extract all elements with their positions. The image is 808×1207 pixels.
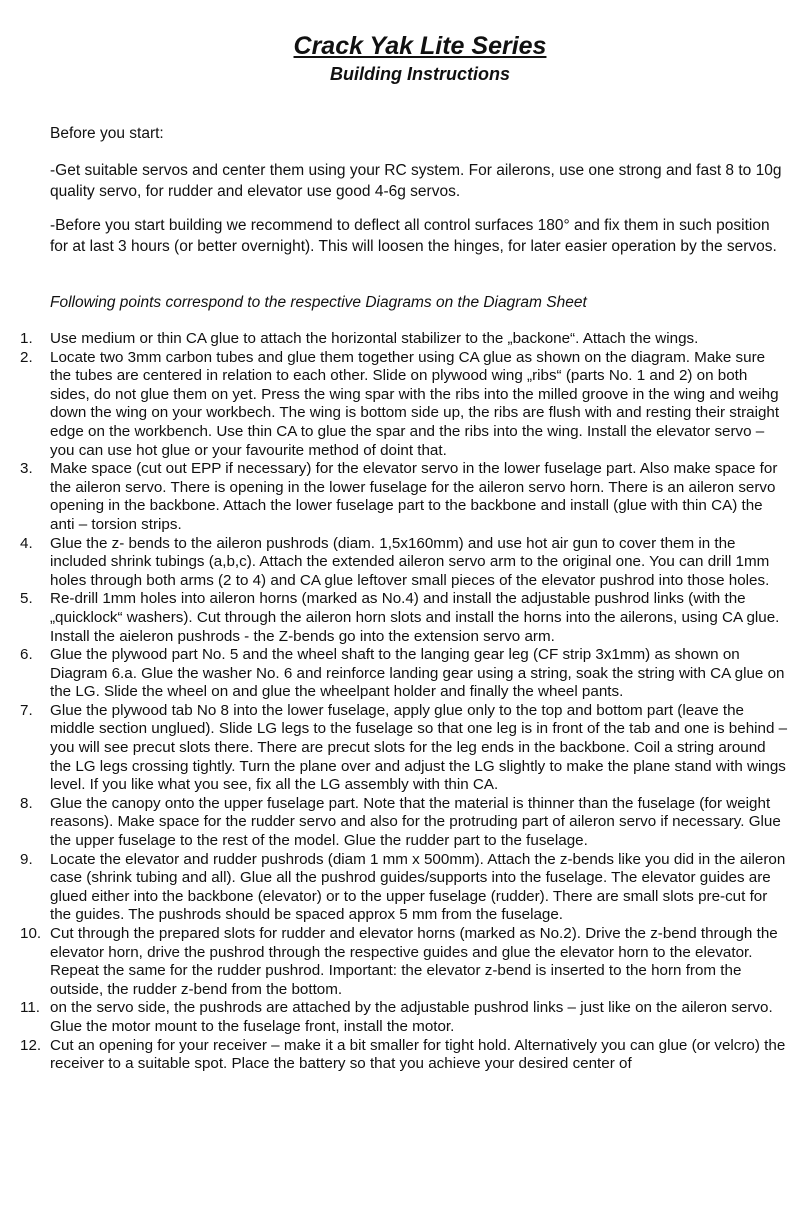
step-text: Re-drill 1mm holes into aileron horns (marked as No.4) and install the adjustable pushrod links (with the „quicklock“ washers). Cut through the aileron horn slots and install the horns into the ailerons, using CA glue. Install the aieleron pushrods - the Z-bends go into the extension servo arm. — [50, 590, 780, 645]
step-text: Cut through the prepared slots for rudder and elevator horns (marked as No.2). Drive the z-bend through the elevator horn, drive the pushrod through the respective guides and glue the elevator horn to the elevator. Repeat the same for the rudder pushrod. Important: the elevator z-bend is inserted to the horn from the outside, the rudder z-bend from the bottom. — [50, 925, 778, 998]
step-number: 3. — [20, 460, 33, 478]
step-number: 5. — [20, 590, 33, 608]
step-item — [0, 702, 790, 795]
step-text: on the servo side, the pushrods are attached by the adjustable pushrod links – just like on the aileron servo. Glue the motor mount to the fuselage front, install the motor. — [50, 999, 773, 1035]
step-number: 10. — [20, 925, 42, 942]
step-item — [0, 999, 790, 1036]
diagram-note-paragraph: Following points correspond to the respective Diagrams on the Diagram Sheet — [50, 294, 587, 311]
step-number: 9. — [20, 850, 33, 868]
step-item — [0, 795, 790, 851]
step-text: Glue the canopy onto the upper fuselage part. Note that the material is thinner than the fuselage (for weight reasons). Make space for the rudder servo and also for the protruding part of aileron servo if necessary. Glue the upper fuselage to the rest of the model. Glue the rudder part to the fuselage. — [50, 794, 781, 850]
step-item — [0, 1037, 790, 1074]
servos-paragraph: -Get suitable servos and center them using your RC system. For ailerons, use one strong and fast 8 to 10g quality servo, for rudder and elevator use good 4-6g servos. — [50, 162, 782, 200]
deflect-paragraph: -Before you start building we recommend to deflect all control surfaces 180° and fix them in such position for at last 3 hours (or better overnight). This will loosen the hinges, for later easier operation by the servos. — [50, 217, 777, 255]
step-item — [0, 460, 790, 534]
step-item — [0, 851, 790, 925]
step-number: 8. — [20, 794, 33, 812]
step-text: Locate two 3mm carbon tubes and glue them together using CA glue as shown on the diagram. Make sure the tubes are centered in relation to each other. Slide on plywood wing „ribs“ (parts No. 1 and 2) on both sides, do not glue them on yet. Press the wing spar with the ribs into the milled groove in the wing and weihg down the wing on your workbech. The wing is bottom side up, the ribs are flush with and resting their straight edge on the workbench. Use thin CA to glue the spar and the ribs into the wing. Install the elevator servo – you can use hot glue or your favourite method of doint that. — [50, 348, 780, 459]
step-number: 2. — [20, 348, 33, 366]
step-text: Cut an opening for your receiver – make it a bit smaller for tight hold. Alternatively you can glue (or velcro) the receiver to a suitable spot. Place the battery so that you achieve your desired center of — [50, 1036, 786, 1073]
step-text: Locate the elevator and rudder pushrods (diam 1 mm x 500mm). Attach the z-bends like you did in the aileron case (shrink tubing and all). Glue all the pushrod guides/supports into the fuselage. The elevator guides are glued either into the backbone (elevator) or to the upper fuselage (rudder). There are small slots pre-cut for the guides. The pushrods should be spaced approx 5 mm from the fuselage. — [50, 850, 786, 924]
step-item — [0, 330, 790, 349]
step-number: 12. — [20, 1036, 42, 1054]
before-start-paragraph: Before you start: — [50, 125, 164, 142]
step-text: Glue the plywood part No. 5 and the wheel shaft to the langing gear leg (CF strip 3x1mm) as shown on Diagram 6.a. Glue the washer No. 6 and reinforce landing gear using a string, soak the string with CA glue on the LG. Slide the wheel on and glue the wheelpant holder and finally the wheel pants. — [50, 646, 785, 701]
step-item — [0, 349, 790, 461]
step-text: Make space (cut out EPP if necessary) for the elevator servo in the lower fuselage part. Also make space for the aileron servo. There is opening in the lower fuselage for the aileron servo horn. There is an aileron servo opening in the backbone. Attach the lower fuselage part to the backbone and install (glue with thin CA) the anti – torsion strips. — [50, 460, 778, 533]
step-number: 6. — [20, 646, 33, 664]
step-number: 11. — [20, 999, 40, 1017]
step-number: 4. — [20, 534, 33, 552]
document-title: Crack Yak Lite Series — [293, 32, 547, 60]
step-item — [0, 590, 790, 646]
step-text: Glue the plywood tab No 8 into the lower fuselage, apply glue only to the top and bottom part (leave the middle section unglued). Slide LG legs to the fuselage so that one leg is in front of the tab and one is behind – you will see precut slots there. There are precut slots for the leg ends in the backbone. Coil a string around the LG legs crossing tightly. Turn the plane over and adjust the LG slightly to make the plane stand with wings level. If you like what you see, fix all the LG assembly with thin CA. — [50, 701, 788, 794]
steps-list — [0, 330, 790, 1074]
step-number: 7. — [20, 701, 33, 719]
step-item — [0, 646, 790, 702]
step-text: Use medium or thin CA glue to attach the horizontal stabilizer to the „backone“. Attach the wings. — [50, 330, 699, 347]
document-subtitle: Building Instructions — [330, 64, 510, 84]
step-item — [0, 535, 790, 591]
step-text: Glue the z- bends to the aileron pushrods (diam. 1,5x160mm) and use hot air gun to cover them in the included shrink tubings (a,b,c). Attach the extended aileron servo arm to the original one. You can drill 1mm holes through both arms (2 to 4) and CA glue leftover small pieces of the elevator pushrod into those holes. — [50, 534, 770, 589]
step-item — [0, 925, 790, 999]
step-number: 1. — [20, 330, 33, 347]
